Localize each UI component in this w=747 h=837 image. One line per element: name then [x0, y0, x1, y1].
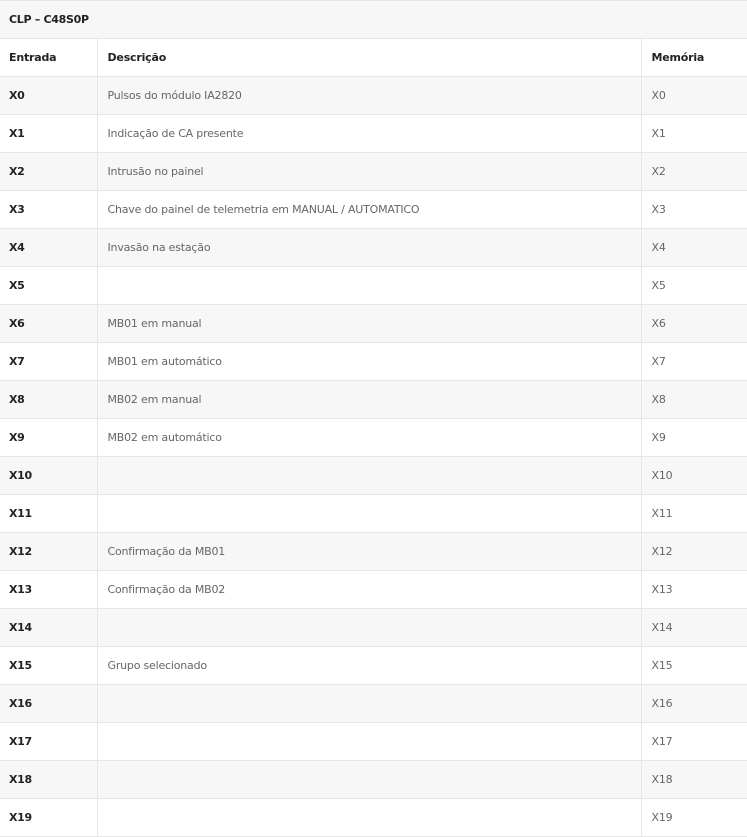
entrada-cell: X11: [0, 495, 97, 533]
entrada-cell: X1: [0, 115, 97, 153]
descricao-cell: Pulsos do módulo IA2820: [97, 77, 641, 115]
entrada-cell: X15: [0, 647, 97, 685]
entrada-cell: X6: [0, 305, 97, 343]
table-title-row: [0, 1, 747, 39]
descricao-cell: Chave do painel de telemetria em MANUAL / AUTOMATICO: [97, 191, 641, 229]
entrada-cell: X2: [0, 153, 97, 191]
descricao-cell: [97, 723, 641, 761]
entrada-cell: X3: [0, 191, 97, 229]
table-row: [0, 267, 747, 305]
memoria-cell: X3: [641, 191, 747, 229]
descricao-cell: MB01 em manual: [97, 305, 641, 343]
table-row: [0, 229, 747, 267]
entrada-cell: X5: [0, 267, 97, 305]
entrada-cell: X12: [0, 533, 97, 571]
entrada-cell: X0: [0, 77, 97, 115]
table-row: [0, 495, 747, 533]
descricao-cell: [97, 761, 641, 799]
entrada-cell: X10: [0, 457, 97, 495]
table-row: [0, 647, 747, 685]
table-row: [0, 305, 747, 343]
entrada-cell: X8: [0, 381, 97, 419]
memoria-cell: X12: [641, 533, 747, 571]
table-row: [0, 191, 747, 229]
table-title: CLP – C48S0P: [0, 1, 747, 39]
memoria-cell: X7: [641, 343, 747, 381]
table-row: [0, 457, 747, 495]
memoria-cell: X4: [641, 229, 747, 267]
memoria-cell: X9: [641, 419, 747, 457]
table-row: [0, 115, 747, 153]
descricao-cell: Grupo selecionado: [97, 647, 641, 685]
descricao-cell: [97, 685, 641, 723]
descricao-cell: MB02 em automático: [97, 419, 641, 457]
descricao-cell: Indicação de CA presente: [97, 115, 641, 153]
descricao-cell: Confirmação da MB01: [97, 533, 641, 571]
header-memoria: Memória: [641, 39, 747, 77]
memoria-cell: X1: [641, 115, 747, 153]
memoria-cell: X0: [641, 77, 747, 115]
entrada-cell: X18: [0, 761, 97, 799]
memoria-cell: X5: [641, 267, 747, 305]
entrada-cell: X13: [0, 571, 97, 609]
table-row: [0, 723, 747, 761]
header-entrada: Entrada: [0, 39, 97, 77]
memoria-cell: X13: [641, 571, 747, 609]
table-row: [0, 799, 747, 837]
descricao-cell: Intrusão no painel: [97, 153, 641, 191]
entrada-cell: X9: [0, 419, 97, 457]
memoria-cell: X16: [641, 685, 747, 723]
table-row: [0, 761, 747, 799]
table-row: [0, 533, 747, 571]
descricao-cell: [97, 609, 641, 647]
table-row: [0, 381, 747, 419]
entrada-cell: X19: [0, 799, 97, 837]
table-row: [0, 77, 747, 115]
descricao-cell: [97, 267, 641, 305]
entrada-cell: X4: [0, 229, 97, 267]
table-body: [0, 77, 747, 837]
memoria-cell: X18: [641, 761, 747, 799]
entrada-cell: X14: [0, 609, 97, 647]
table-header-row: [0, 39, 747, 77]
memoria-cell: X6: [641, 305, 747, 343]
memoria-cell: X2: [641, 153, 747, 191]
table-row: [0, 571, 747, 609]
header-descricao: Descrição: [97, 39, 641, 77]
entrada-cell: X17: [0, 723, 97, 761]
descricao-cell: MB02 em manual: [97, 381, 641, 419]
memoria-cell: X14: [641, 609, 747, 647]
memoria-cell: X11: [641, 495, 747, 533]
descricao-cell: [97, 495, 641, 533]
table-row: [0, 343, 747, 381]
memoria-cell: X8: [641, 381, 747, 419]
memoria-cell: X17: [641, 723, 747, 761]
table-row: [0, 153, 747, 191]
descricao-cell: Confirmação da MB02: [97, 571, 641, 609]
descricao-cell: Invasão na estação: [97, 229, 641, 267]
memoria-cell: X10: [641, 457, 747, 495]
memoria-cell: X19: [641, 799, 747, 837]
descricao-cell: MB01 em automático: [97, 343, 641, 381]
table-row: [0, 685, 747, 723]
descricao-cell: [97, 457, 641, 495]
table-row: [0, 609, 747, 647]
entrada-cell: X16: [0, 685, 97, 723]
entrada-cell: X7: [0, 343, 97, 381]
memoria-cell: X15: [641, 647, 747, 685]
table-row: [0, 419, 747, 457]
descricao-cell: [97, 799, 641, 837]
